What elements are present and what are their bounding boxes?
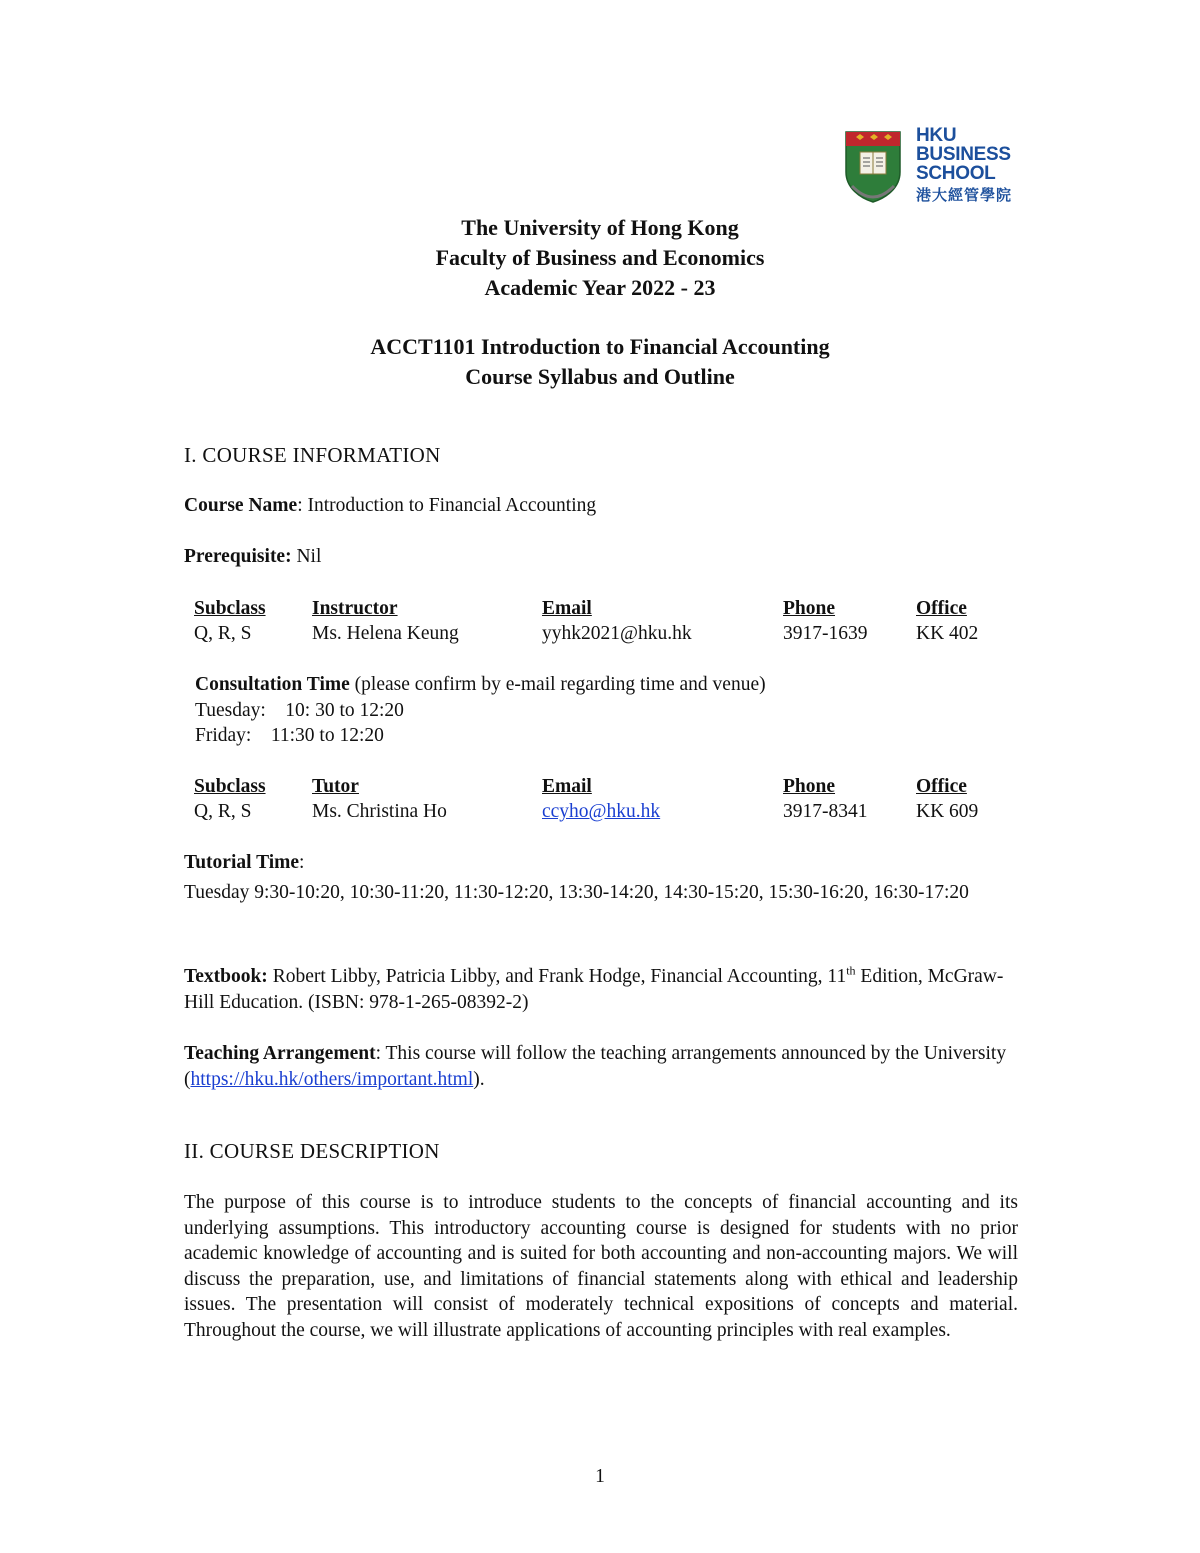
- tutorial-time-value: Tuesday 9:30-10:20, 10:30-11:20, 11:30-12:20, 13:30-14:20, 14:30-15:20, 15:30-16:20, 16:30-17:20: [184, 882, 969, 903]
- instructor-table: [194, 598, 1004, 648]
- hku-business-school-logo: [842, 126, 1022, 208]
- prerequisite-value: Nil: [291, 546, 322, 567]
- prerequisite-label: Prerequisite:: [184, 546, 292, 567]
- teaching-arrangement-text-end: ).: [473, 1068, 485, 1090]
- tutor-phone: 3917-8341: [783, 801, 868, 822]
- table-header-row: [194, 776, 1004, 801]
- tutorial-time-label: Tutorial Time: [184, 852, 300, 873]
- subclass-value: Q, R, S: [194, 623, 252, 644]
- tutor-table: [194, 776, 1004, 826]
- consultation-friday: Friday: 11:30 to 12:20: [195, 725, 384, 746]
- teaching-arrangement-paragraph: [184, 1041, 1018, 1092]
- course-name-label: Course Name: [184, 495, 298, 516]
- university-name: The University of Hong Kong: [461, 215, 739, 240]
- course-description-paragraph: The purpose of this course is to introduce students to the concepts of financial accounting and its underlying assumptions. This introductory accounting course is designed for students with no prior academic knowledge of accounting and is suited for both accounting and non-accounting majors. We will discuss the preparation, use, and limitations of financial statements along with ethical and leadership issues. The presentation will consist of moderately technical expositions of concepts and material. Throughout the course, we will illustrate applications of accounting principles with real examples.: [184, 1192, 1018, 1341]
- important-info-link[interactable]: https://hku.hk/others/important.html: [190, 1068, 474, 1090]
- teaching-arrangement-label: Teaching Arrangement: [184, 1043, 376, 1064]
- textbook-superscript: th: [846, 963, 856, 978]
- academic-year: Academic Year 2022 - 23: [484, 275, 716, 300]
- column-header-phone: Phone: [783, 598, 836, 619]
- column-header-subclass: Subclass: [194, 776, 266, 797]
- teaching-arrangement-text: : This course will follow the teaching arrangements announced by the University (: [184, 1043, 1007, 1090]
- tutor-office: KK 609: [916, 801, 979, 822]
- textbook-label: Textbook:: [184, 966, 268, 987]
- hku-crest-icon: [842, 128, 904, 204]
- consultation-tuesday: Tuesday: 10: 30 to 12:20: [195, 700, 404, 721]
- table-row: [194, 623, 1004, 648]
- instructor-phone: 3917-1639: [783, 623, 868, 644]
- course-title: ACCT1101 Introduction to Financial Accounting: [370, 334, 830, 359]
- page-number: 1: [595, 1466, 605, 1487]
- section-heading-course-information: I. COURSE INFORMATION: [184, 443, 441, 467]
- column-header-subclass: Subclass: [194, 598, 266, 619]
- table-row: [194, 801, 1004, 826]
- tutorial-time-colon: :: [299, 852, 305, 873]
- section-heading-course-description: II. COURSE DESCRIPTION: [184, 1139, 440, 1163]
- textbook-text-cont: Edition, McGraw-Hill Education. (ISBN: 978-1-265-08392-2): [184, 966, 1004, 1013]
- tutor-email-link[interactable]: ccyho@hku.hk: [542, 801, 661, 822]
- instructor-email: yyhk2021@hku.hk: [542, 623, 692, 644]
- textbook-text: Robert Libby, Patricia Libby, and Frank Hodge, Financial Accounting, 11: [267, 966, 847, 987]
- logo-wordmark: HKU BUSINESS SCHOOL 港大經管學院: [916, 125, 1013, 204]
- tutor-name: Ms. Christina Ho: [312, 801, 447, 822]
- column-header-email: Email: [542, 598, 592, 619]
- consultation-time-note: (please confirm by e-mail regarding time and venue): [349, 674, 766, 695]
- instructor-office: KK 402: [916, 623, 979, 644]
- table-header-row: [194, 598, 1004, 623]
- faculty-name: Faculty of Business and Economics: [435, 245, 765, 270]
- column-header-office: Office: [916, 776, 967, 797]
- column-header-tutor: Tutor: [312, 776, 359, 797]
- document-title-block: [0, 213, 1200, 392]
- instructor-name: Ms. Helena Keung: [312, 623, 459, 644]
- prerequisite-line: [184, 546, 321, 568]
- column-header-phone: Phone: [783, 776, 836, 797]
- subclass-value: Q, R, S: [194, 801, 252, 822]
- tutorial-time-line: [184, 852, 304, 874]
- column-header-office: Office: [916, 598, 967, 619]
- column-header-email: Email: [542, 776, 592, 797]
- document-type: Course Syllabus and Outline: [465, 364, 735, 389]
- consultation-time-label: Consultation Time: [195, 674, 350, 695]
- textbook-paragraph: [184, 964, 1018, 1015]
- course-name-value: : Introduction to Financial Accounting: [297, 495, 597, 516]
- course-name-line: [184, 495, 596, 517]
- column-header-instructor: Instructor: [312, 598, 398, 619]
- consultation-time-line: [195, 674, 766, 696]
